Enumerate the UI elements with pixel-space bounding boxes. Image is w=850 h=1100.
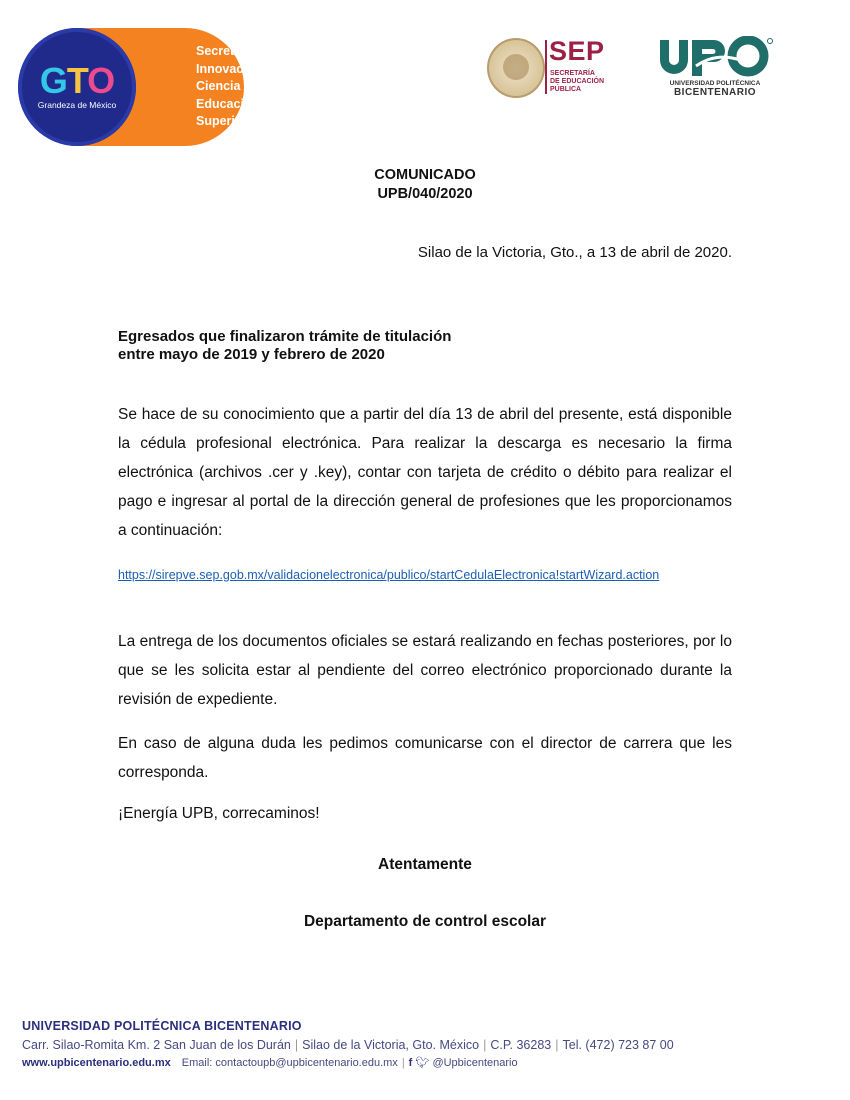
upb-name-line2: BICENTENARIO — [673, 87, 757, 98]
upb-name-line1: UNIVERSIDAD POLITÉCNICA — [669, 80, 761, 87]
sep-subtitle — [550, 70, 620, 94]
date-line: Silao de la Victoria, Gto., a 13 de abril de 2020. — [417, 244, 732, 261]
gto-wordmark: GTO — [39, 60, 115, 101]
sep-subtitle-line: DE EDUCACIÓN — [550, 78, 605, 85]
facebook-icon[interactable]: f — [408, 1057, 413, 1069]
subject — [118, 328, 738, 364]
subject-line-2: entre mayo de 2019 y febrero de 2020 — [118, 346, 385, 363]
upb-logo-mark — [656, 36, 774, 80]
subject-line-1: Egresados que finalizaron trámite de titulación — [118, 328, 452, 345]
document-title: COMUNICADO — [374, 167, 476, 183]
footer-address: Carr. Silao-Romita Km. 2 San Juan de los Durán — [22, 1038, 291, 1052]
paragraph-2: La entrega de los documentos oficiales se estará realizando en fechas posteriores, por lo que se les solicita estar al pendiente del correo electrónico proporcionado durante la revisión de expediente. — [118, 633, 732, 708]
sep-title: SEP — [549, 36, 605, 66]
gto-sec-line: Innovación, — [196, 61, 266, 76]
footer-address-line: Carr. Silao-Romita Km. 2 San Juan de los Durán | Silao de la Victoria, Gto. México | C.P. 36283 | Tel. (472) 723 87 00 — [22, 1038, 674, 1052]
sep-subtitle-line: PÚBLICA — [550, 86, 582, 93]
gto-tagline: Grandeza de México — [37, 100, 117, 110]
gto-sec-line: Educación — [196, 96, 260, 111]
paragraph-3: En caso de alguna duda les pedimos comunicarse con el director de carrera que les corresponda. — [118, 735, 732, 781]
footer-email: Email: contactoupb@upbicentenario.edu.mx — [181, 1057, 398, 1069]
cedula-electronica-link[interactable]: https://sirepve.sep.gob.mx/validacionelectronica/publico/startCedulaElectronica!startWizard.action — [118, 568, 660, 582]
sep-divider — [545, 40, 547, 94]
sep-subtitle-line: SECRETARÍA — [550, 70, 595, 77]
closing-department: Departamento de control escolar — [303, 913, 547, 930]
footer-cp: C.P. 36283 — [490, 1038, 552, 1052]
gto-logo — [18, 28, 275, 146]
footer-city: Silao de la Victoria, Gto. México — [302, 1038, 480, 1052]
footer-website-link[interactable]: www.upbicentenario.edu.mx — [22, 1057, 171, 1069]
footer-university: UNIVERSIDAD POLITÉCNICA BICENTENARIO — [22, 1019, 302, 1033]
gto-sec-line: Secretaría de — [196, 44, 275, 58]
twitter-icon[interactable]: 🐦︎ — [415, 1057, 430, 1069]
footer-tel: Tel. (472) 723 87 00 — [562, 1038, 674, 1052]
document-code: UPB/040/2020 — [377, 186, 473, 202]
paragraph-1: Se hace de su conocimiento que a partir del día 13 de abril del presente, está disponible la cédula profesional electrónica. Para realizar la descarga es necesario la firma electrónica (archivos .cer y .key), contar con tarjeta de crédito o débito para realizar el pago e ingresar al portal de la dirección general de profesiones que les proporcionamos a continuación: — [118, 406, 732, 539]
footer-social-handle[interactable]: @Upbicentenario — [432, 1057, 518, 1069]
closing-regards: Atentamente — [378, 856, 472, 873]
footer-contact-line: www.upbicentenario.edu.mx Email: contactoupb@upbicentenario.edu.mx | f 🐦︎ @Upbicentenario — [22, 1057, 518, 1069]
gto-sec-line: Ciencia y — [196, 79, 251, 93]
gto-secretaria-text — [196, 43, 306, 131]
gto-sec-line: Superior — [196, 114, 248, 128]
mexico-coat-of-arms-seal — [487, 38, 545, 98]
paragraph-4: ¡Energía UPB, correcaminos! — [118, 805, 320, 822]
gto-logo-circle — [18, 28, 136, 146]
